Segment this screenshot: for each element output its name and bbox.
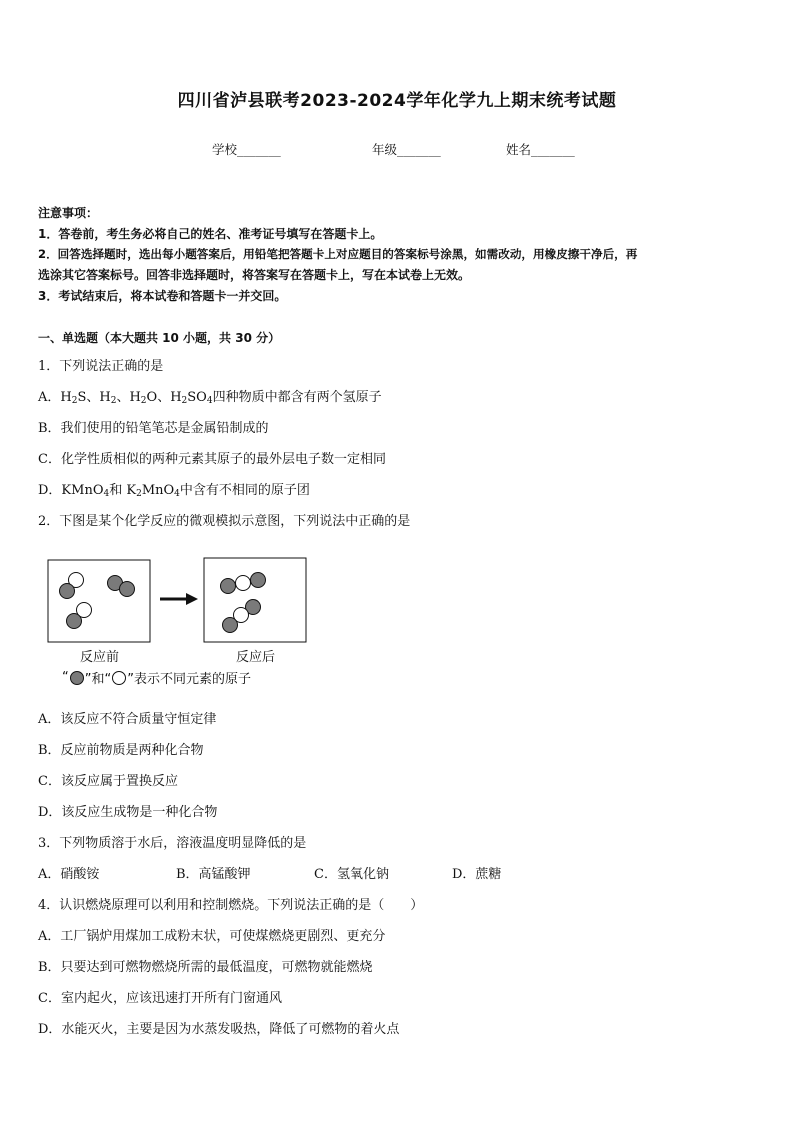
light-atom-legend-icon [111, 670, 127, 686]
page-title: 四川省泸县联考2023-2024学年化学九上期末统考试题 [177, 91, 617, 111]
question-1-option-a: A．$H_2S$、$H_2$、$H_2O$、$H_2SO_4$四种物质中都含有两个氢原子 [38, 390, 382, 406]
question-1-option-c: C．化学性质相似的两种元素其原子的最外层电子数一定相同 [38, 452, 386, 467]
question-1-option-d: D．KMnO$_4$和 $K_2MnO_4$中含有不相同的原子团 [38, 483, 310, 499]
dark-atom [120, 582, 135, 597]
question-4-stem: 4．认识燃烧原理可以利用和控制燃烧。下列说法正确的是（ ） [38, 898, 424, 913]
dark-atom [67, 614, 82, 629]
question-2-option-d: D．该反应生成物是一种化合物 [38, 805, 218, 820]
notice-item-3: 3．考试结束后，将本试卷和答题卡一并交回。 [38, 289, 287, 303]
question-3-option-b: B．高锰酸钾 [176, 867, 251, 882]
dark-atom [223, 618, 238, 633]
question-2-stem: 2．下图是某个化学反应的微观模拟示意图，下列说法中正确的是 [38, 514, 411, 529]
notice-item-2-cont: 选涂其它答案标号。回答非选择题时，将答案写在答题卡上，写在本试卷上无效。 [38, 268, 471, 282]
notice-item-2: 2．回答选择题时，选出每小题答案后，用铅笔把答题卡上对应题目的答案标号涂黑，如需改动，用橡皮擦干净后，再 [38, 247, 638, 261]
after-label: 反应后 [236, 650, 276, 665]
question-2-option-c: C．该反应属于置换反应 [38, 774, 178, 789]
dark-atom [251, 573, 266, 588]
reaction-arrow-head [186, 593, 198, 605]
light-atom [236, 576, 251, 591]
school-field: 学校_______ [212, 142, 281, 157]
dark-atom [221, 579, 236, 594]
question-2-option-a: A．该反应不符合质量守恒定律 [38, 712, 217, 727]
atom-legend: “ ”和“ ”表示不同元素的原子 [62, 670, 251, 687]
question-1-stem: 1．下列说法正确的是 [38, 359, 164, 374]
question-4-option-b: B．只要达到可燃物燃烧所需的最低温度，可燃物就能燃烧 [38, 960, 373, 975]
question-3-option-d: D．蔗糖 [452, 867, 502, 882]
name-field: 姓名_______ [506, 142, 575, 157]
grade-field: 年级_______ [372, 142, 441, 157]
notice-heading: 注意事项： [38, 206, 99, 220]
question-4-option-c: C．室内起火，应该迅速打开所有门窗通风 [38, 991, 282, 1006]
reaction-diagram [38, 552, 338, 652]
notice-item-1: 1．答卷前，考生务必将自己的姓名、准考证号填写在答题卡上。 [38, 227, 383, 241]
question-2-option-b: B．反应前物质是两种化合物 [38, 743, 204, 758]
question-3-stem: 3．下列物质溶于水后，溶液温度明显降低的是 [38, 836, 307, 851]
dark-atom-legend-icon [69, 670, 85, 686]
before-box [48, 560, 150, 642]
question-4-option-a: A．工厂锅炉用煤加工成粉末状，可使煤燃烧更剧烈、更充分 [38, 929, 386, 944]
question-3-option-a: A．硝酸铵 [38, 867, 100, 882]
question-3-options [38, 863, 638, 881]
question-4-option-d: D．水能灭火，主要是因为水蒸发吸热，降低了可燃物的着火点 [38, 1022, 400, 1037]
dark-atom [60, 584, 75, 599]
before-label: 反应前 [80, 650, 120, 665]
section-heading: 一、单选题（本大题共 10 小题，共 30 分） [38, 331, 281, 345]
question-1-option-b: B．我们使用的铅笔笔芯是金属铅制成的 [38, 421, 269, 436]
question-3-option-c: C．氢氧化钠 [314, 867, 389, 882]
